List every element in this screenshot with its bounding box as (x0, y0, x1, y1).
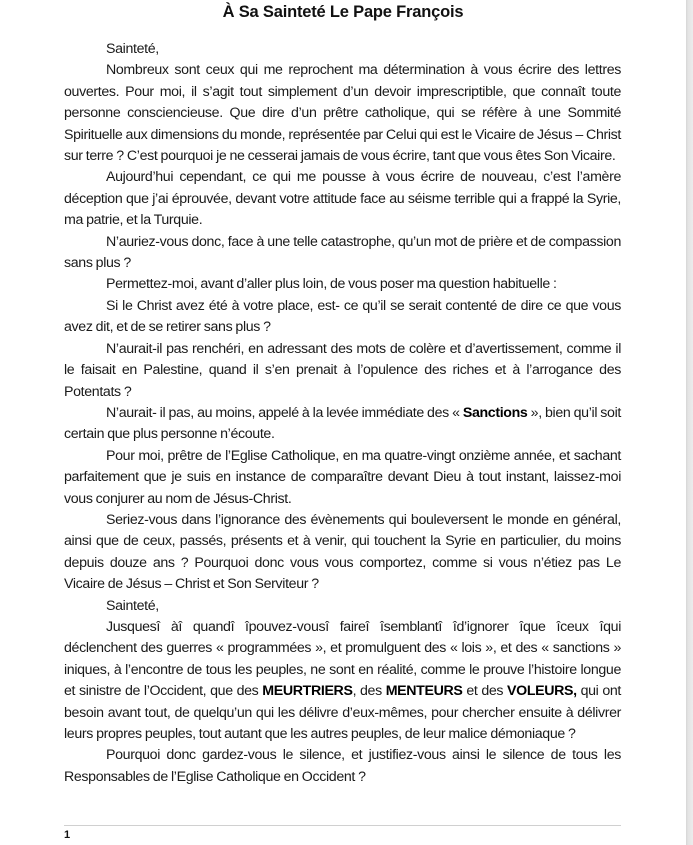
text-segment: N’aurait- il pas, au moins, appelé à la levée immédiate des « (106, 404, 463, 421)
paragraph-silence: Pourquoi donc gardez-vous le silence, et justifiez-vous ainsi le silence de tous les Responsables de l’Eglise Catholique en Occident ? (64, 747, 621, 785)
paragraph-question-intro: Permettez-moi, avant d’aller plus loin, de vous poser ma question habituelle : (106, 276, 557, 293)
paragraph-christ-place: Si le Christ avez été à votre place, est- ce qu’il se serait contenté de dire ce que vous avez dit, et de se retirer sans plus ? (64, 297, 621, 336)
text-segment: qui ont besoin avant tout, de quelqu’un qui les délivre d’eux-mêmes, pour chercher ensuite à délivrer leurs propres peuples, tout autant que les autres peuples, de leur malice démoniaque ? (64, 683, 621, 742)
paragraph-sanctions (64, 403, 621, 446)
document-body (64, 39, 621, 788)
text-segment: Jusquesî àî quandî îpouvez-vousî faireî îsemblantî îd’ignorer îque îceux îqui déclenchent des guerres « programmées », et promulguent des « lois », et des « sanctions » iniques, à l’encontre de tous les peuples, ne sont en réalité, comme le prouve l’histoire longue et sinistre de l’Occident, que des (64, 618, 621, 700)
paragraph-salutation-2: Sainteté, (106, 597, 159, 614)
page-edge-shadow (686, 0, 693, 845)
text-segment: », bien qu’il soit certain que plus personne n’écoute. (64, 404, 621, 443)
bold-voleurs: VOLEURS, (507, 683, 577, 700)
paragraph-salutation: Sainteté, (106, 41, 159, 57)
paragraph-jusques (64, 617, 621, 745)
document-title: À Sa Sainteté Le Pape François (222, 3, 464, 21)
paragraph-catastrophe: N’auriez-vous donc, face à une telle catastrophe, qu’un mot de prière et de compassion sans plus ? (64, 233, 621, 272)
footer-separator (64, 825, 621, 826)
bold-meurtriers: MEURTRIERS (262, 683, 353, 700)
paragraph-ignorance: Seriez-vous dans l’ignorance des évènements qui bouleversent le monde en général, ainsi que de ceux, passés, présents et à venir, qui touchent la Syrie en particulier, du moins depuis douze ans ? Pourquoi donc vous vous comportez, comme si vous n’étiez pas Le Vicaire de Jésus – Christ et Son Serviteur ? (64, 511, 621, 593)
paragraph-conjure: Pour moi, prêtre de l’Eglise Catholique, en ma quatre-vingt onzième année, et sachant parfaitement que je suis en instance de comparaître devant Dieu à tout instant, laissez-moi vous conjurer au nom de Jésus-Christ. (64, 447, 621, 507)
bold-menteurs: MENTEURS (385, 683, 463, 700)
paragraph-open-letters: Nombreux sont ceux qui me reprochent ma détermination à vous écrire des lettres ouvertes. Pour moi, il s’agit tout simplement d’un devoir imprescriptible, que connaît toute personne consciencieuse. Que dire d’un prêtre catholique, qui se réfère à une Sommité Spirituelle aux dimensions du monde, représentée par Celui qui est le Vicaire de Jésus – Christ sur terre ? C’est pourquoi je ne cesserai jamais de vous écrire, tant que vous êtes Son Vicaire. (64, 62, 621, 165)
page-number: 1 (64, 829, 71, 841)
paragraph-encheri: N’aurait-il pas renchéri, en adressant des mots de colère et d’avertissement, comme il le faisait en Palestine, quand il s’en prenait à l’opulence des riches et à l’arrogance des Potentats ? (64, 340, 621, 400)
text-segment: et des (462, 683, 508, 700)
text-segment: , des (352, 683, 386, 700)
paragraph-deception: Aujourd’hui cependant, ce qui me pousse à vous écrire de nouveau, c’est l’amère déception que j’ai éprouvée, devant votre attitude face au séisme terrible qui a frappé la Syrie, ma patrie, et la Turquie. (64, 169, 621, 229)
bold-sanctions: Sanctions (462, 404, 528, 421)
